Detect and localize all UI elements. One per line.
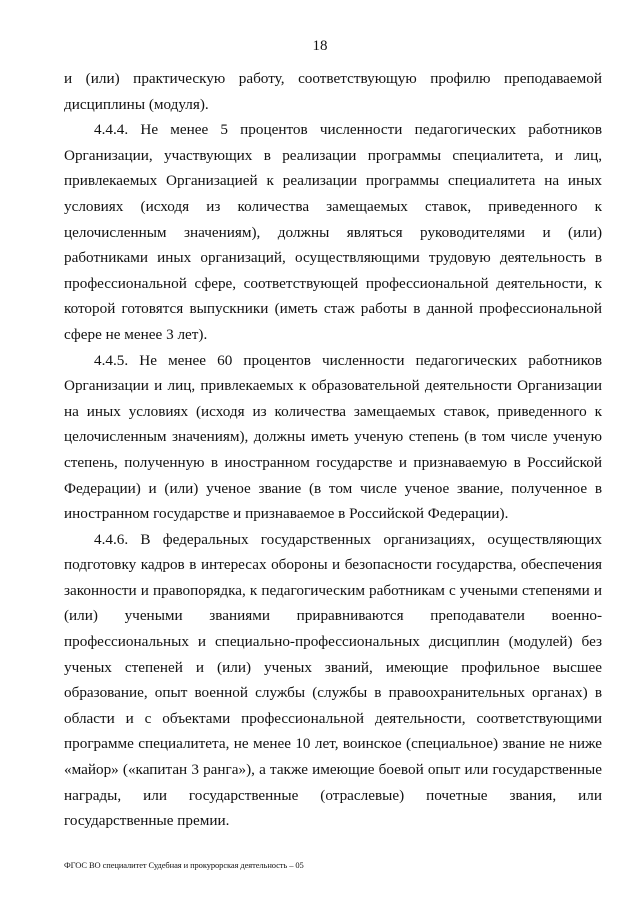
body-text — [64, 66, 602, 834]
page-number: 18 — [312, 38, 328, 54]
page-footer: ФГОС ВО специалитет Судебная и прокурорская деятельность – 05 — [64, 860, 304, 870]
paragraph-4-4-4: 4.4.4. Не менее 5 процентов численности педагогических работников Организации, участвующих в реализации программы специалитета, и лиц, привлекаемых Организацией к реализации программы специалитета на иных условиях (исходя из количества замещаемых ставок, приведенного к целочисленным значениям), должны являться руководителями и (или) работниками иных организаций, осуществляющими трудовую деятельность в профессиональной сфере, соответствующей профессиональной деятельности, к которой готовятся выпускники (иметь стаж работы в данной профессиональной сфере не менее 3 лет). — [64, 121, 602, 343]
paragraph-4-4-5: 4.4.5. Не менее 60 процентов численности педагогических работников Организации и лиц, привлекаемых к образовательной деятельности Организации на иных условиях (исходя из количества замещаемых ставок, приведенного к целочисленным значениям), должны иметь ученую степень (в том числе ученую степень, полученную в иностранном государстве и признаваемую в Российской Федерации) и (или) ученое звание (в том числе ученое звание, полученное в иностранном государстве и признаваемое в Российской Федерации). — [64, 351, 602, 523]
paragraph-continuation: и (или) практическую работу, соответствующую профилю преподаваемой дисциплины (модуля). — [64, 70, 602, 113]
paragraph-4-4-6: 4.4.6. В федеральных государственных организациях, осуществляющих подготовку кадров в интересах обороны и безопасности государства, обеспечения законности и правопорядка, к педагогическим работникам с учеными степенями и (или) учеными званиями приравниваются преподаватели военно-профессиональных и специально-профессиональных дисциплин (модулей) без ученых степеней и (или) ученых званий, имеющие профильное высшее образование, опыт военной службы (службы в правоохранительных органах) в области и с объектами профессиональной деятельности, соответствующими программе специалитета, не менее 10 лет, воинское (специальное) звание не ниже «майор» («капитан 3 ранга»), а также имеющие боевой опыт или государственные награды, или государственные (отраслевые) почетные звания, или государственные премии. — [64, 530, 602, 830]
